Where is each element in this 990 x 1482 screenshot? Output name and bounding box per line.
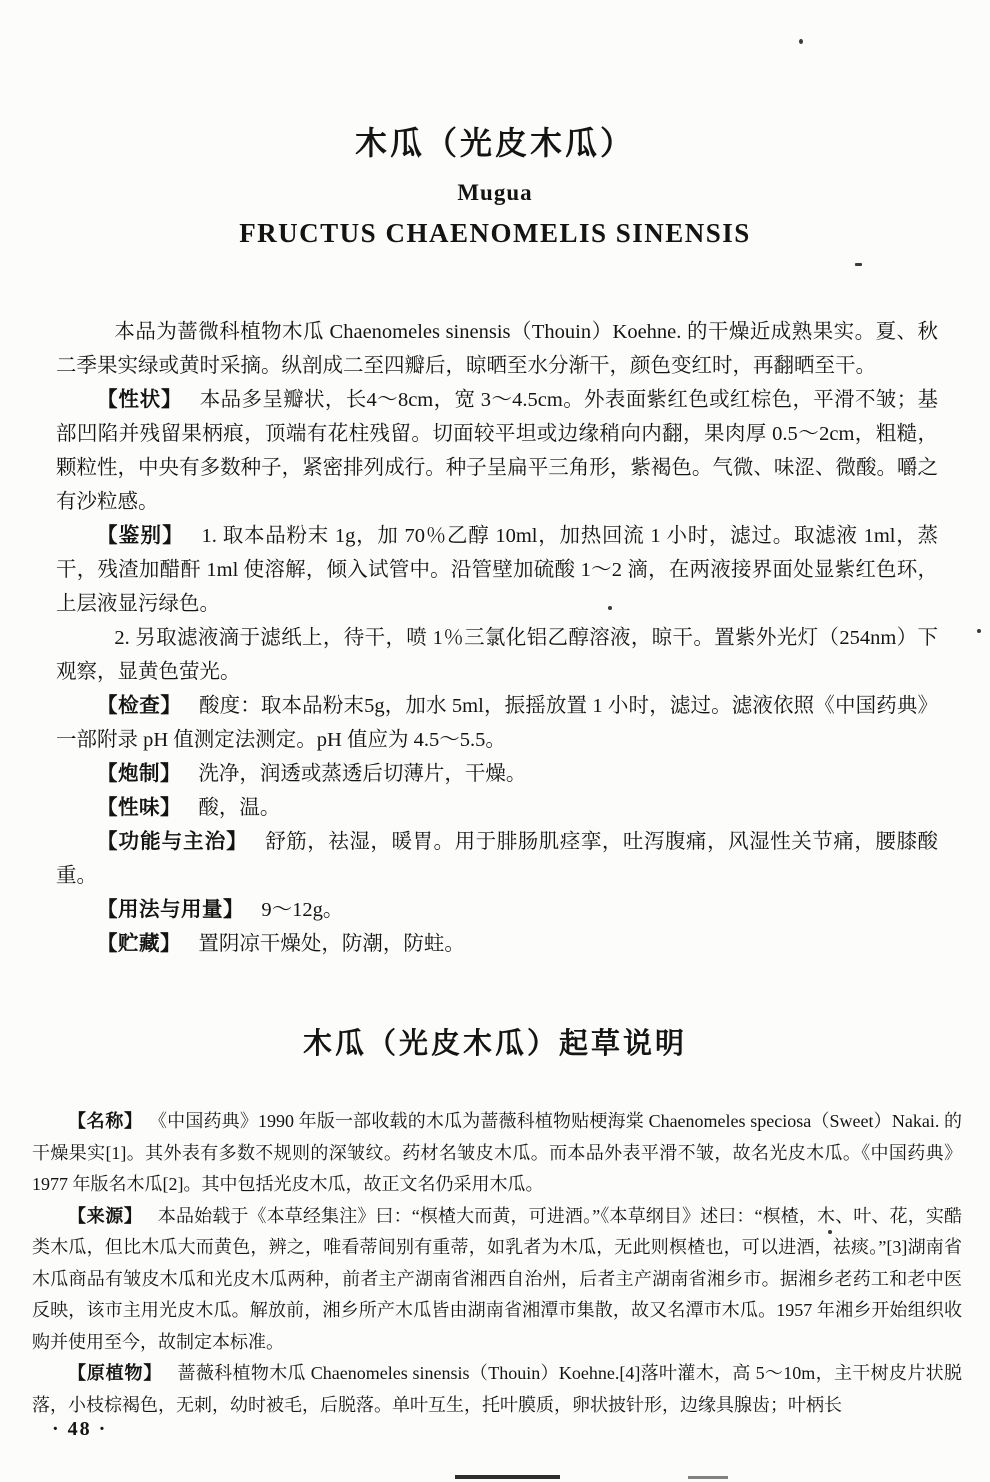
scan-speck (799, 39, 803, 44)
paragraph-identification-1 (56, 519, 938, 621)
paragraph-text: 9～12g。 (261, 899, 344, 921)
section-label: 【性状】 (97, 389, 183, 411)
section-label: 【炮制】 (97, 763, 181, 785)
paragraph-original-plant-note (32, 1358, 962, 1421)
section-label: 【原植物】 (68, 1363, 163, 1383)
paragraph-text: 洗净，润透或蒸透后切薄片，干燥。 (198, 763, 527, 785)
page-number: · 48 · (52, 1418, 108, 1440)
paragraph-text: 本品为蔷微科植物木瓜 Chaenomeles sinensis（Thouin）Koehne. 的干燥近成熟果实。夏、秋二季果实绿或黄时采摘。纵剖成二至四瓣后，晾晒至水分渐干，颜色变红时，再翻晒至干。 (56, 321, 938, 377)
scan-edge-mark (455, 1475, 560, 1479)
paragraph-dosage (56, 893, 938, 927)
paragraph-processing (56, 757, 938, 791)
section-label: 【用法与用量】 (97, 899, 244, 921)
monograph-title-chinese: 木瓜（光皮木瓜） (354, 125, 635, 161)
paragraph-intro (56, 315, 938, 383)
section-label: 【贮藏】 (97, 933, 181, 955)
paragraph-storage (56, 927, 938, 961)
section-label: 【来源】 (68, 1205, 143, 1226)
paragraph-source-note (32, 1201, 962, 1359)
paragraph-examination (56, 689, 938, 757)
paragraph-text: 酸度：取本品粉末5g，加水 5ml，振摇放置 1 小时，滤过。滤液依照《中国药典》一部附录 pH 值测定法测定。pH 值应为 4.5～5.5。 (56, 695, 939, 751)
scan-speck (828, 1230, 832, 1234)
monograph-body (56, 315, 938, 961)
paragraph-functions-indications (56, 825, 938, 893)
paragraph-text: 置阴凉干燥处，防潮，防蛀。 (198, 933, 465, 955)
scan-speck (608, 606, 612, 610)
section-label: 【性味】 (97, 797, 181, 819)
paragraph-text: 2. 另取滤液滴于滤纸上，待干，喷 1％三氯化铝乙醇溶液，晾干。置紫外光灯（254nm）下观察，显黄色萤光。 (56, 627, 938, 683)
draft-notes-body (32, 1106, 962, 1421)
paragraph-text: 蔷薇科植物木瓜 Chaenomeles sinensis（Thouin）Koehne.[4]落叶灌木，高 5～10m，主干树皮片状脱落，小枝棕褐色，无刺，幼时被毛，后脱落。单叶互生，托叶膜质，卵状披针形，边缘具腺齿；叶柄长 (32, 1363, 962, 1415)
paragraph-identification-2 (56, 621, 938, 689)
paragraph-text: 酸，温。 (198, 797, 281, 819)
title-block (0, 0, 990, 249)
monograph-title-latin: FRUCTUS CHAENOMELIS SINENSIS (239, 218, 751, 248)
monograph-title-pinyin: Mugua (457, 180, 533, 205)
section-label: 【检查】 (97, 695, 182, 717)
paragraph-text: 本品始载于《本草经集注》曰：“榠楂大而黄，可进酒。”《本草纲目》述曰：“榠楂，木、叶、花，实酷类木瓜，但比木瓜大而黄色，辨之，唯看蒂间别有重蒂，如乳者为木瓜，无此则榠楂也，可以进酒，祛痰。”[3]湖南省木瓜商品有皱皮木瓜和光皮木瓜两种，前者主产湖南省湘西自治州，后者主产湖南省湘乡市。据湘乡老药工和老中医反映，该市主用光皮木瓜。解放前，湘乡所产木瓜皆由湖南省湘潭市集散，故又名潭市木瓜。1957 年湘乡开始组织收购并使用至今，故制定本标准。 (32, 1205, 963, 1352)
section-label: 【名称】 (68, 1111, 143, 1131)
paragraph-text: 1. 取本品粉末 1g，加 70％乙醇 10ml，加热回流 1 小时，滤过。取滤液 1ml，蒸干，残渣加醋酐 1ml 使溶解，倾入试管中。沿管壁加硫酸 1～2 滴，在两液接界面处显紫红色环，上层液显污绿色。 (56, 525, 939, 615)
scan-speck (977, 629, 981, 633)
section-label: 【功能与主治】 (97, 831, 248, 853)
scan-speck (855, 263, 862, 266)
scan-edge-mark (688, 1476, 728, 1479)
paragraph-name-note (32, 1106, 962, 1201)
paragraph-text: 《中国药典》1990 年版一部收载的木瓜为蔷薇科植物贴梗海棠 Chaenomeles speciosa（Sweet）Nakai. 的干燥果实[1]。其外表有多数不规则的深皱纹。药材名皱皮木瓜。而本品外表平滑不皱，故名光皮木瓜。《中国药典》1977 年版名木瓜[2]。其中包括光皮木瓜，故正文名仍采用木瓜。 (32, 1111, 962, 1194)
paragraph-description (56, 383, 938, 519)
section-label: 【鉴别】 (97, 525, 185, 547)
paragraph-property-flavor (56, 791, 938, 825)
draft-notes-heading: 木瓜（光皮木瓜）起草说明 (302, 1028, 687, 1060)
paragraph-text: 本品多呈瓣状，长4～8cm，宽 3～4.5cm。外表面紫红色或红棕色，平滑不皱；基部凹陷并残留果柄痕，顶端有花柱残留。切面较平坦或边缘稍向内翻，果肉厚 0.5～2cm，粗糙，颗粒性，中央有多数种子，紧密排列成行。种子呈扁平三角形，紫褐色。气微、味涩、微酸。嚼之有沙粒感。 (56, 389, 939, 513)
paragraph-text: 舒筋，祛湿，暖胃。用于腓肠肌痉挛，吐泻腹痛，风湿性关节痛，腰膝酸重。 (56, 831, 939, 887)
